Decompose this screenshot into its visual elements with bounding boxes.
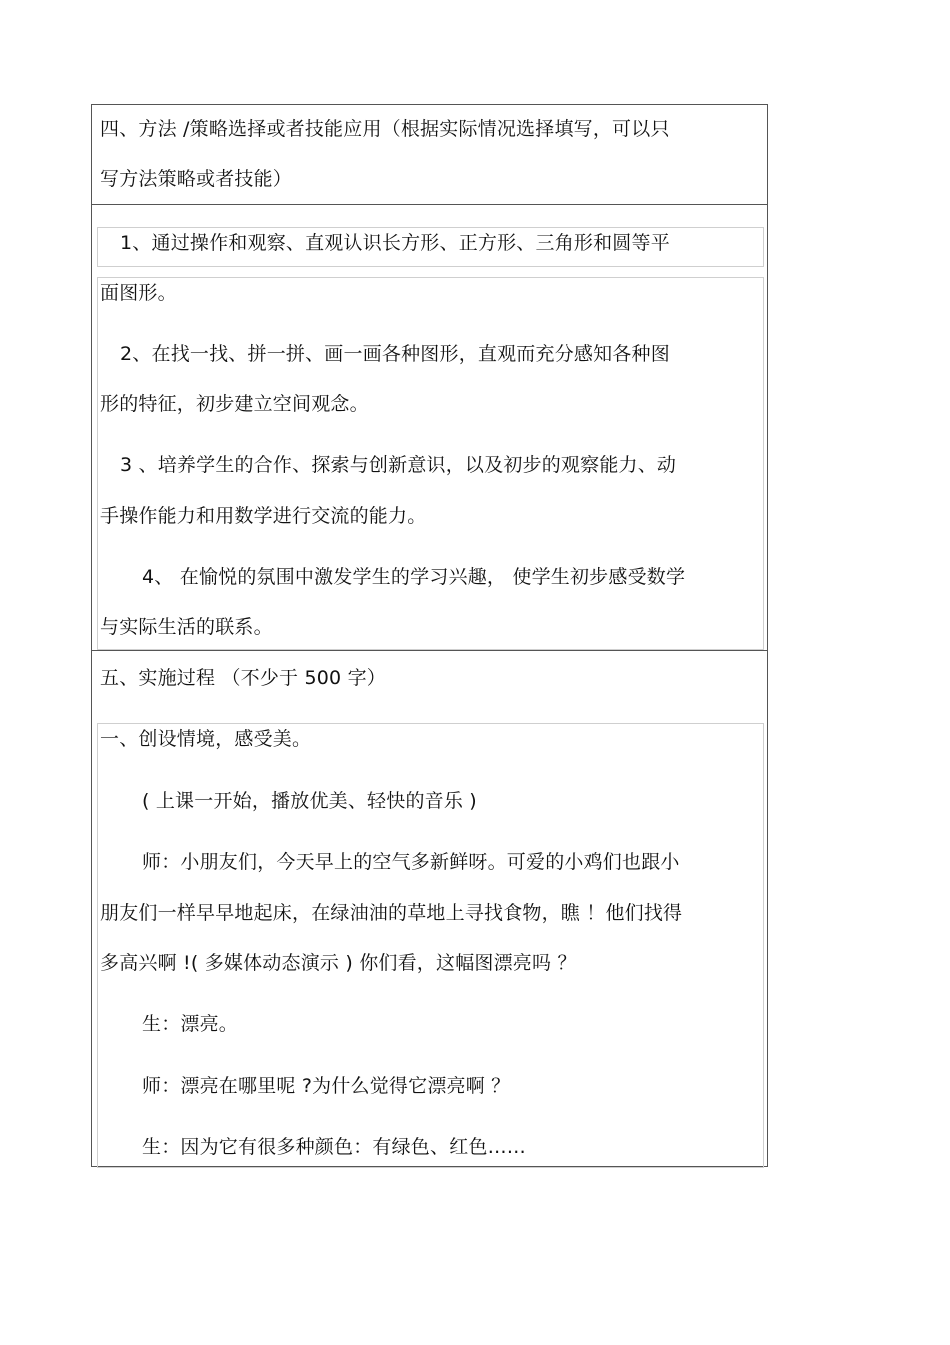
section5-heading: 五、实施过程 （不少于 500 字）	[100, 667, 386, 689]
section5-line-3: 师：小朋友们，今天早上的空气多新鲜呀。可爱的小鸡们也跟小	[142, 851, 680, 873]
section5-line-6: 生：漂亮。	[142, 1013, 239, 1035]
section4-item-4-cont: 与实际生活的联系。	[100, 616, 273, 638]
row-divider	[92, 650, 767, 651]
section5-line-7: 师：漂亮在哪里呢 ?为什么觉得它漂亮啊 ？	[142, 1075, 511, 1097]
row-divider	[92, 204, 767, 205]
section5-line-8: 生：因为它有很多种颜色：有绿色、红色……	[142, 1136, 527, 1158]
section4-item-3-cont: 手操作能力和用数学进行交流的能力。	[100, 505, 427, 527]
section4-heading-line1: 四、方法 /策略选择或者技能应用（根据实际情况选择填写，可以只	[100, 118, 670, 140]
section4-item-1: 1、通过操作和观察、直观认识长方形、正方形、三角形和圆等平	[120, 232, 670, 254]
section5-line-4: 朋友们一样早早地起床，在绿油油的草地上寻找食物，瞧 ！他们找得	[100, 902, 683, 924]
section4-item-4: 4、 在愉悦的氛围中激发学生的学习兴趣， 使学生初步感受数学	[142, 566, 686, 588]
section4-item-1-cont: 面图形。	[100, 282, 177, 304]
section5-line-1: 一、创设情境，感受美。	[100, 728, 312, 750]
section4-item-2-cont: 形的特征，初步建立空间观念。	[100, 393, 369, 415]
section5-line-2: ( 上课一开始，播放优美、轻快的音乐 )	[142, 790, 477, 812]
section5-line-5: 多高兴啊 !( 多媒体动态演示 ) 你们看，这幅图漂亮吗 ？	[100, 952, 577, 974]
section4-item-2: 2、在找一找、拼一拼、画一画各种图形，直观而充分感知各种图	[120, 343, 670, 365]
section4-item-3: 3 、培养学生的合作、探索与创新意识，以及初步的观察能力、动	[120, 454, 677, 476]
lesson-plan-table	[91, 104, 768, 1167]
section4-heading-line2: 写方法策略或者技能）	[100, 168, 293, 190]
